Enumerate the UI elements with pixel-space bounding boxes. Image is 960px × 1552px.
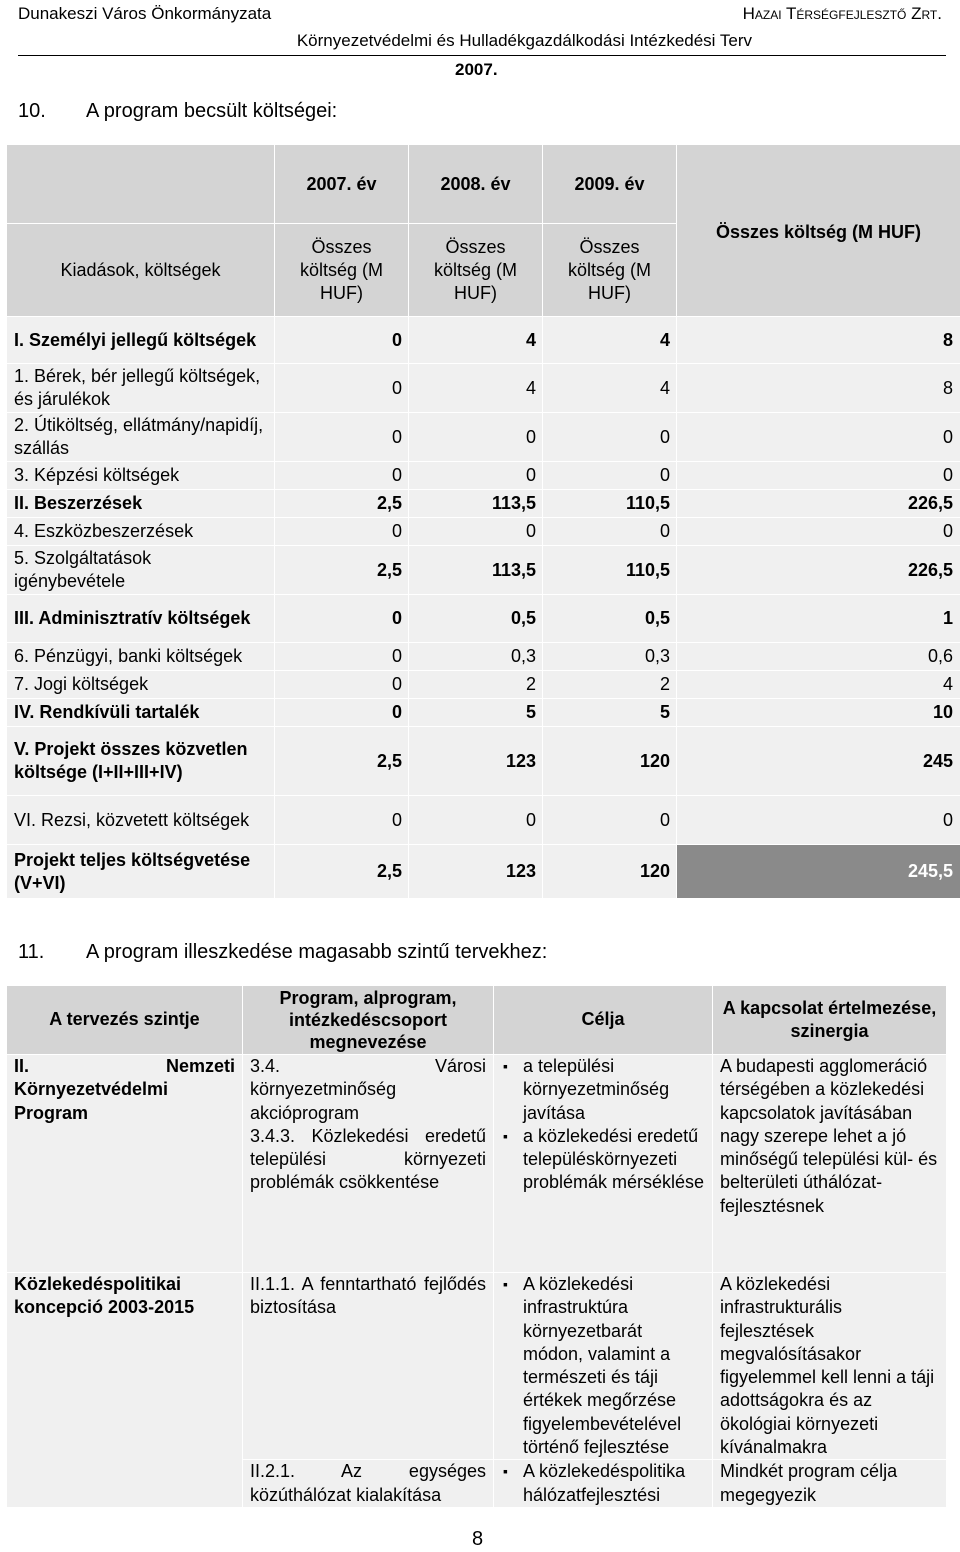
plan-level-cell: II. Nemzeti Környezetvédelmi Program xyxy=(7,1055,243,1273)
cost-row xyxy=(7,413,960,462)
cost-year-value: 0 xyxy=(275,796,409,845)
plan-header-relation: A kapcsolat értelmezése, szinergia xyxy=(713,986,947,1055)
year-header: 2008. év xyxy=(409,145,543,224)
plan-program-cell xyxy=(243,1055,494,1273)
plan-level-cell: Közlekedéspolitikai koncepció 2003-2015 xyxy=(7,1273,243,1508)
plan-header-goal: Célja xyxy=(494,986,713,1055)
section-number: 10. xyxy=(18,100,46,122)
cost-total-value: 226,5 xyxy=(677,490,960,518)
cost-row xyxy=(7,317,960,364)
goal-item: ▪ a közlekedési eredetű településkörnyezeti problémák mérséklése xyxy=(523,1125,705,1195)
cost-row-label: 5. Szolgáltatások igénybevétele xyxy=(7,546,275,595)
cost-row xyxy=(7,546,960,595)
cost-year-value: 0 xyxy=(543,413,677,462)
cost-year-value: 123 xyxy=(409,727,543,796)
cost-year-value: 0 xyxy=(543,796,677,845)
cost-year-value: 4 xyxy=(409,317,543,364)
cost-year-value: 0 xyxy=(275,671,409,699)
cost-row xyxy=(7,796,960,845)
column-header: Összes költség (M HUF) xyxy=(409,224,543,317)
section-11-heading xyxy=(18,941,547,964)
cost-header-blank xyxy=(7,145,275,224)
expense-column-header: Kiadások, költségek xyxy=(7,224,275,317)
plan-goal-cell xyxy=(494,1460,713,1508)
column-header: Összes költség (M HUF) xyxy=(543,224,677,317)
cost-year-value: 0 xyxy=(543,518,677,546)
cost-year-value: 120 xyxy=(543,845,677,899)
cost-year-value: 113,5 xyxy=(409,490,543,518)
cost-row xyxy=(7,643,960,671)
cost-row-label: IV. Rendkívüli tartalék xyxy=(7,699,275,727)
header-organization: Dunakeszi Város Önkormányzata xyxy=(18,4,272,23)
year-header: 2009. év xyxy=(543,145,677,224)
cost-total-value: 0 xyxy=(677,796,960,845)
cost-year-value: 110,5 xyxy=(543,490,677,518)
cost-row-label: 6. Pénzügyi, banki költségek xyxy=(7,643,275,671)
cost-row xyxy=(7,462,960,490)
cost-year-value: 0 xyxy=(275,317,409,364)
cost-year-value: 2,5 xyxy=(275,490,409,518)
cost-total-value: 0 xyxy=(677,413,960,462)
cost-year-value: 0 xyxy=(275,643,409,671)
cost-year-value: 2 xyxy=(409,671,543,699)
section-title: A program becsült költségei: xyxy=(86,100,338,122)
cost-year-value: 0,3 xyxy=(543,643,677,671)
plan-goal-cell xyxy=(494,1055,713,1273)
plan-table xyxy=(6,985,947,1508)
cost-year-value: 0 xyxy=(275,699,409,727)
goal-item: ▪ a települési környezetminőség javítása xyxy=(523,1055,705,1125)
cost-year-value: 5 xyxy=(543,699,677,727)
plan-relation-cell: A közlekedési infrastrukturális fejlesztések megvalósításakor figyelemmel kell lenni a táji adottságokra és az ökológiai környezeti kívánalmakra xyxy=(713,1273,947,1460)
section-title: A program illeszkedése magasabb szintű tervekhez: xyxy=(86,941,548,963)
cost-table xyxy=(6,144,960,899)
plan-header-level: A tervezés szintje xyxy=(7,986,243,1055)
cost-row xyxy=(7,671,960,699)
cost-year-value: 4 xyxy=(543,364,677,413)
cost-row xyxy=(7,727,960,796)
year-header: 2007. év xyxy=(275,145,409,224)
page-number: 8 xyxy=(472,1528,484,1550)
cost-total-value: 0 xyxy=(677,462,960,490)
cost-year-value: 5 xyxy=(409,699,543,727)
header-company: Hazai Térségfejlesztő Zrt. xyxy=(742,4,942,23)
cost-total-value: 10 xyxy=(677,699,960,727)
plan-header-program: Program, alprogram, intézkedéscsoport megnevezése xyxy=(243,986,494,1055)
cost-row-label: 7. Jogi költségek xyxy=(7,671,275,699)
cost-year-value: 0 xyxy=(275,462,409,490)
cost-year-value: 0,5 xyxy=(543,595,677,643)
cost-year-value: 120 xyxy=(543,727,677,796)
cost-year-value: 0 xyxy=(275,595,409,643)
header-document-title: Környezetvédelmi és Hulladékgazdálkodási Intézkedési Terv xyxy=(296,31,752,50)
plan-program-cell: II.1.1. A fenntartható fejlődés biztosítása xyxy=(243,1273,494,1460)
cost-year-value: 0 xyxy=(409,518,543,546)
cost-row xyxy=(7,490,960,518)
cost-row xyxy=(7,518,960,546)
cost-year-value: 0 xyxy=(409,462,543,490)
cost-year-value: 0 xyxy=(543,462,677,490)
cost-year-value: 0 xyxy=(275,518,409,546)
plan-relation-cell: Mindkét program célja megegyezik xyxy=(713,1460,947,1508)
cost-year-value: 4 xyxy=(409,364,543,413)
total-cost-header: Összes költség (M HUF) xyxy=(677,145,960,317)
plan-relation-cell: A budapesti agglomeráció térségében a közlekedési kapcsolatok javításában nagy szerepe lehet a jó minőségű települési kül- és belterületi úthálózat-fejlesztésnek xyxy=(713,1055,947,1273)
cost-row-label: 1. Bérek, bér jellegű költségek, és járulékok xyxy=(7,364,275,413)
cost-row-label: V. Projekt összes közvetlen költsége (I+II+III+IV) xyxy=(7,727,275,796)
cost-row-label: Projekt teljes költségvetése (V+VI) xyxy=(7,845,275,899)
cost-row xyxy=(7,595,960,643)
cost-row-label: 3. Képzési költségek xyxy=(7,462,275,490)
header-year: 2007. xyxy=(455,60,498,79)
cost-row-label: II. Beszerzések xyxy=(7,490,275,518)
program-item: 3.4. Városi környezetminőség akcióprogram xyxy=(250,1056,486,1123)
cost-row-label: 2. Útiköltség, ellátmány/napidíj, szállás xyxy=(7,413,275,462)
cost-row xyxy=(7,845,960,899)
cost-total-value: 245,5 xyxy=(677,845,960,899)
cost-total-value: 245 xyxy=(677,727,960,796)
cost-year-value: 4 xyxy=(543,317,677,364)
cost-total-value: 8 xyxy=(677,317,960,364)
cost-year-value: 2 xyxy=(543,671,677,699)
program-item: 3.4.3. Közlekedési eredetű települési környezeti problémák csökkentése xyxy=(250,1125,486,1193)
cost-year-value: 0 xyxy=(275,413,409,462)
cost-year-value: 2,5 xyxy=(275,845,409,899)
cost-row xyxy=(7,364,960,413)
cost-year-value: 0 xyxy=(409,413,543,462)
header-divider xyxy=(18,55,946,56)
cost-total-value: 8 xyxy=(677,364,960,413)
cost-total-value: 4 xyxy=(677,671,960,699)
cost-year-value: 2,5 xyxy=(275,727,409,796)
cost-year-value: 123 xyxy=(409,845,543,899)
cost-year-value: 0,3 xyxy=(409,643,543,671)
goal-item: ▪ A közlekedéspolitika hálózatfejlesztési xyxy=(523,1460,705,1507)
cost-row-label: I. Személyi jellegű költségek xyxy=(7,317,275,364)
cost-total-value: 226,5 xyxy=(677,546,960,595)
section-number: 11. xyxy=(18,941,45,963)
cost-year-value: 0,5 xyxy=(409,595,543,643)
cost-row-label: VI. Rezsi, közvetett költségek xyxy=(7,796,275,845)
goal-item: ▪ A közlekedési infrastruktúra környezetbarát módon, valamint a természeti és táji értékek megőrzése figyelembevételével történő fejlesztése xyxy=(523,1273,705,1459)
plan-goal-cell xyxy=(494,1273,713,1460)
plan-program-cell: II.2.1. Az egységes közúthálózat kialakítása xyxy=(243,1460,494,1508)
column-header: Összes költség (M HUF) xyxy=(275,224,409,317)
cost-year-value: 110,5 xyxy=(543,546,677,595)
cost-year-value: 2,5 xyxy=(275,546,409,595)
cost-total-value: 1 xyxy=(677,595,960,643)
cost-year-value: 0 xyxy=(409,796,543,845)
cost-year-value: 0 xyxy=(275,364,409,413)
cost-row xyxy=(7,699,960,727)
cost-total-value: 0,6 xyxy=(677,643,960,671)
cost-year-value: 113,5 xyxy=(409,546,543,595)
cost-row-label: 4. Eszközbeszerzések xyxy=(7,518,275,546)
cost-total-value: 0 xyxy=(677,518,960,546)
cost-row-label: III. Adminisztratív költségek xyxy=(7,595,275,643)
section-10-heading xyxy=(18,100,337,123)
